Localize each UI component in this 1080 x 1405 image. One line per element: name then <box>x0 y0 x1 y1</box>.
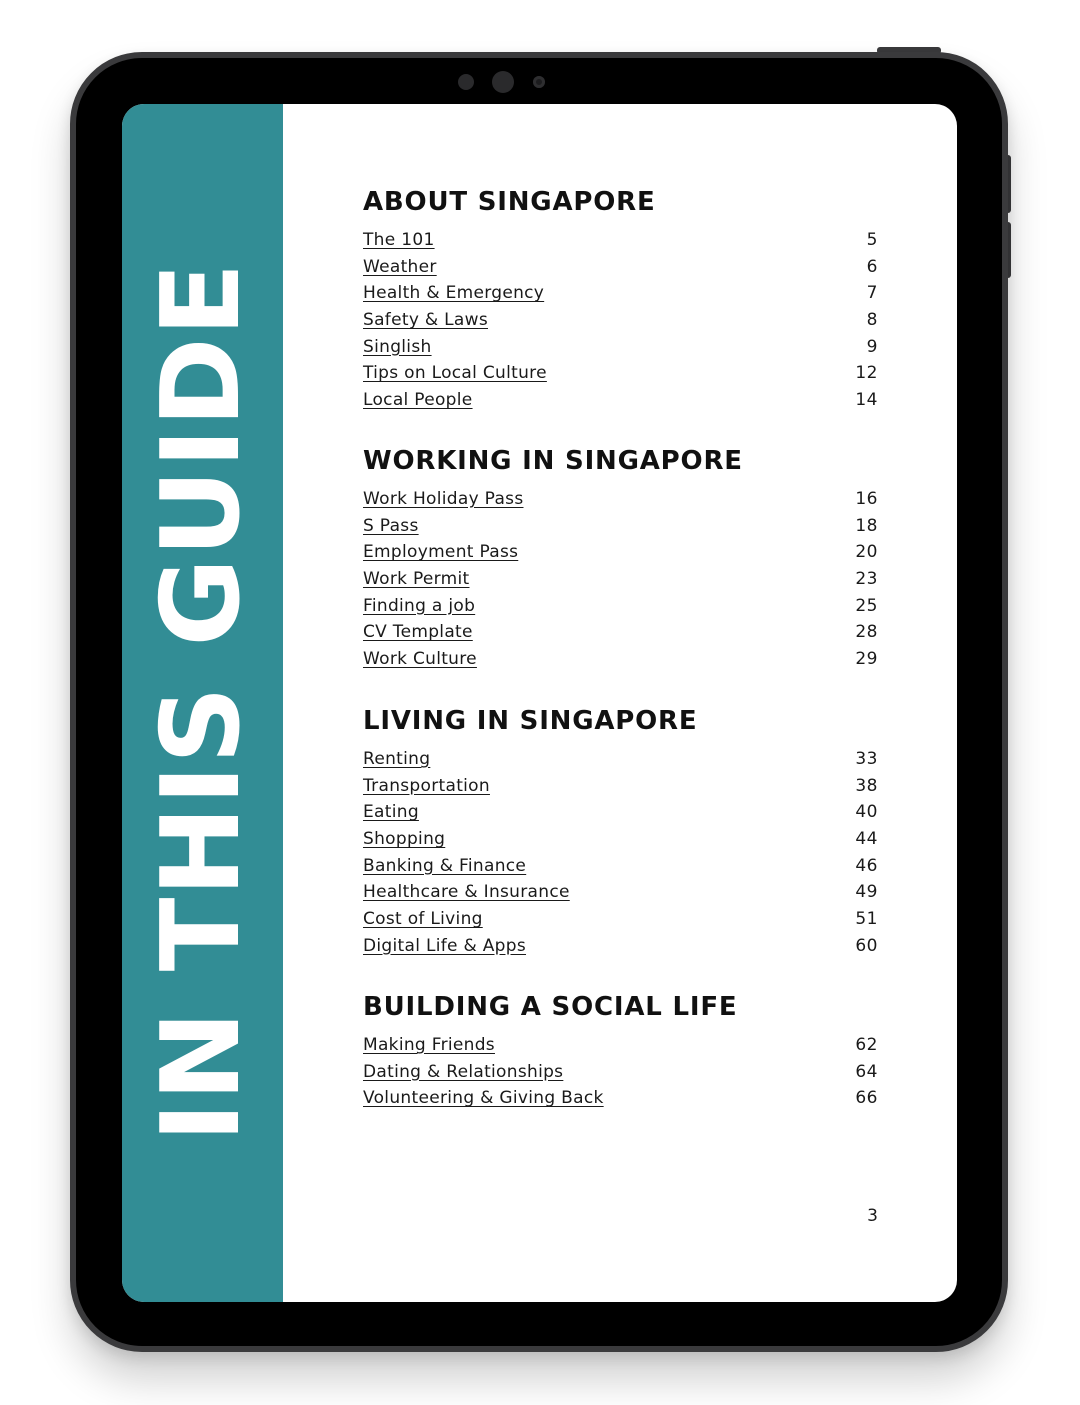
toc-entry-page-number: 66 <box>855 1088 878 1109</box>
toc-entry-link[interactable]: Shopping <box>363 829 446 850</box>
toc-entry-link[interactable]: Work Holiday Pass <box>363 489 524 509</box>
toc-entry-page-number: 38 <box>855 775 878 796</box>
toc-entry[interactable] <box>363 486 878 513</box>
toc-entry[interactable] <box>363 593 878 620</box>
toc-entry-link[interactable]: Volunteering & Giving Back <box>363 1088 604 1109</box>
toc-entry[interactable] <box>363 387 878 414</box>
section-building-a-social-life <box>363 991 878 1112</box>
section-living-in-singapore <box>363 705 878 960</box>
toc-entry-link[interactable]: Cost of Living <box>363 909 483 930</box>
toc-entry-link[interactable]: Making Friends <box>363 1035 495 1055</box>
page-number: 3 <box>867 1206 878 1226</box>
toc-entry-page-number: 9 <box>866 336 878 357</box>
toc-entry-link[interactable]: Dating & Relationships <box>363 1061 564 1082</box>
toc-entry-page-number: 60 <box>855 935 878 956</box>
toc-entry[interactable] <box>363 906 878 933</box>
toc-entry-page-number: 14 <box>855 390 878 411</box>
section-about-singapore <box>363 186 878 414</box>
toc-entry[interactable] <box>363 254 878 281</box>
toc-entry-page-number: 51 <box>855 909 878 930</box>
toc-entry-page-number: 6 <box>866 256 878 277</box>
toc-entry-link[interactable]: Work Culture <box>363 649 477 670</box>
toc-entry-page-number: 40 <box>855 802 878 823</box>
vertical-title: IN THIS GUIDE <box>139 261 264 1143</box>
toc-entry-page-number: 20 <box>855 542 878 563</box>
toc-entry[interactable] <box>363 646 878 673</box>
toc-entry[interactable] <box>363 566 878 593</box>
toc-entry-page-number: 64 <box>855 1061 878 1082</box>
section-title: ABOUT SINGAPORE <box>363 187 656 217</box>
toc-entry[interactable] <box>363 513 878 540</box>
section-title: LIVING IN SINGAPORE <box>363 706 698 736</box>
toc-entry-page-number: 8 <box>866 310 878 331</box>
toc-entry-link[interactable]: Digital Life & Apps <box>363 935 527 956</box>
section-title: BUILDING A SOCIAL LIFE <box>363 992 738 1022</box>
toc-entry-link[interactable]: S Pass <box>363 515 419 536</box>
toc-entry[interactable] <box>363 773 878 800</box>
toc-entry-page-number: 12 <box>855 363 878 384</box>
sidebar-banner <box>122 104 283 1302</box>
toc-entry[interactable] <box>363 280 878 307</box>
toc-entry-page-number: 28 <box>855 622 878 643</box>
toc-entry-link[interactable]: Banking & Finance <box>363 855 527 876</box>
toc-entry-page-number: 23 <box>855 569 878 590</box>
toc-entry-page-number: 46 <box>855 855 878 876</box>
camera-icon <box>492 71 514 93</box>
toc-entry[interactable] <box>363 853 878 880</box>
toc-entry-link[interactable]: Health & Emergency <box>363 283 545 304</box>
toc-entry[interactable] <box>363 1085 878 1112</box>
toc-entry-link[interactable]: Singlish <box>363 336 432 357</box>
toc-entry-page-number: 62 <box>855 1035 878 1055</box>
toc-entry-page-number: 29 <box>855 649 878 670</box>
camera-lens-icon <box>533 76 545 88</box>
sensor-icon <box>458 74 474 90</box>
toc-entry[interactable] <box>363 227 878 254</box>
toc-entry[interactable] <box>363 933 878 960</box>
toc-entry-link[interactable]: Finding a job <box>363 595 476 616</box>
toc-entry[interactable] <box>363 1059 878 1086</box>
toc-entry-link[interactable]: Work Permit <box>363 569 470 590</box>
toc-entry-link[interactable]: Healthcare & Insurance <box>363 882 570 903</box>
toc-entry-link[interactable]: Tips on Local Culture <box>363 363 547 384</box>
toc-entry-page-number: 7 <box>866 283 878 304</box>
toc-entry[interactable] <box>363 746 878 773</box>
toc-entry-page-number: 49 <box>855 882 878 903</box>
toc-entry-link[interactable]: Renting <box>363 749 431 769</box>
toc-entry-link[interactable]: Employment Pass <box>363 542 519 563</box>
toc-entry-page-number: 33 <box>855 749 878 769</box>
toc-entry[interactable] <box>363 826 878 853</box>
toc-entry-link[interactable]: Eating <box>363 802 419 823</box>
toc-entry[interactable] <box>363 619 878 646</box>
section-title: WORKING IN SINGAPORE <box>363 446 743 476</box>
toc-entry-link[interactable]: Safety & Laws <box>363 310 488 331</box>
toc-entry-link[interactable]: Transportation <box>363 775 490 796</box>
section-working-in-singapore <box>363 445 878 673</box>
toc-entry[interactable] <box>363 799 878 826</box>
toc-entry-link[interactable]: The 101 <box>363 230 435 250</box>
toc-entry-page-number: 25 <box>855 595 878 616</box>
toc-entry-page-number: 18 <box>855 515 878 536</box>
toc-entry[interactable] <box>363 539 878 566</box>
tablet-screen <box>122 104 957 1302</box>
toc-entry-page-number: 16 <box>855 489 878 509</box>
toc-entry-link[interactable]: CV Template <box>363 622 473 643</box>
toc-entry-page-number: 44 <box>855 829 878 850</box>
toc-entry[interactable] <box>363 307 878 334</box>
toc-entry-page-number: 5 <box>866 230 878 250</box>
toc-entry[interactable] <box>363 360 878 387</box>
toc-entry[interactable] <box>363 879 878 906</box>
toc-entry[interactable] <box>363 1032 878 1059</box>
toc-entry[interactable] <box>363 334 878 361</box>
toc-entry-link[interactable]: Weather <box>363 256 437 277</box>
toc-entry-link[interactable]: Local People <box>363 390 473 411</box>
